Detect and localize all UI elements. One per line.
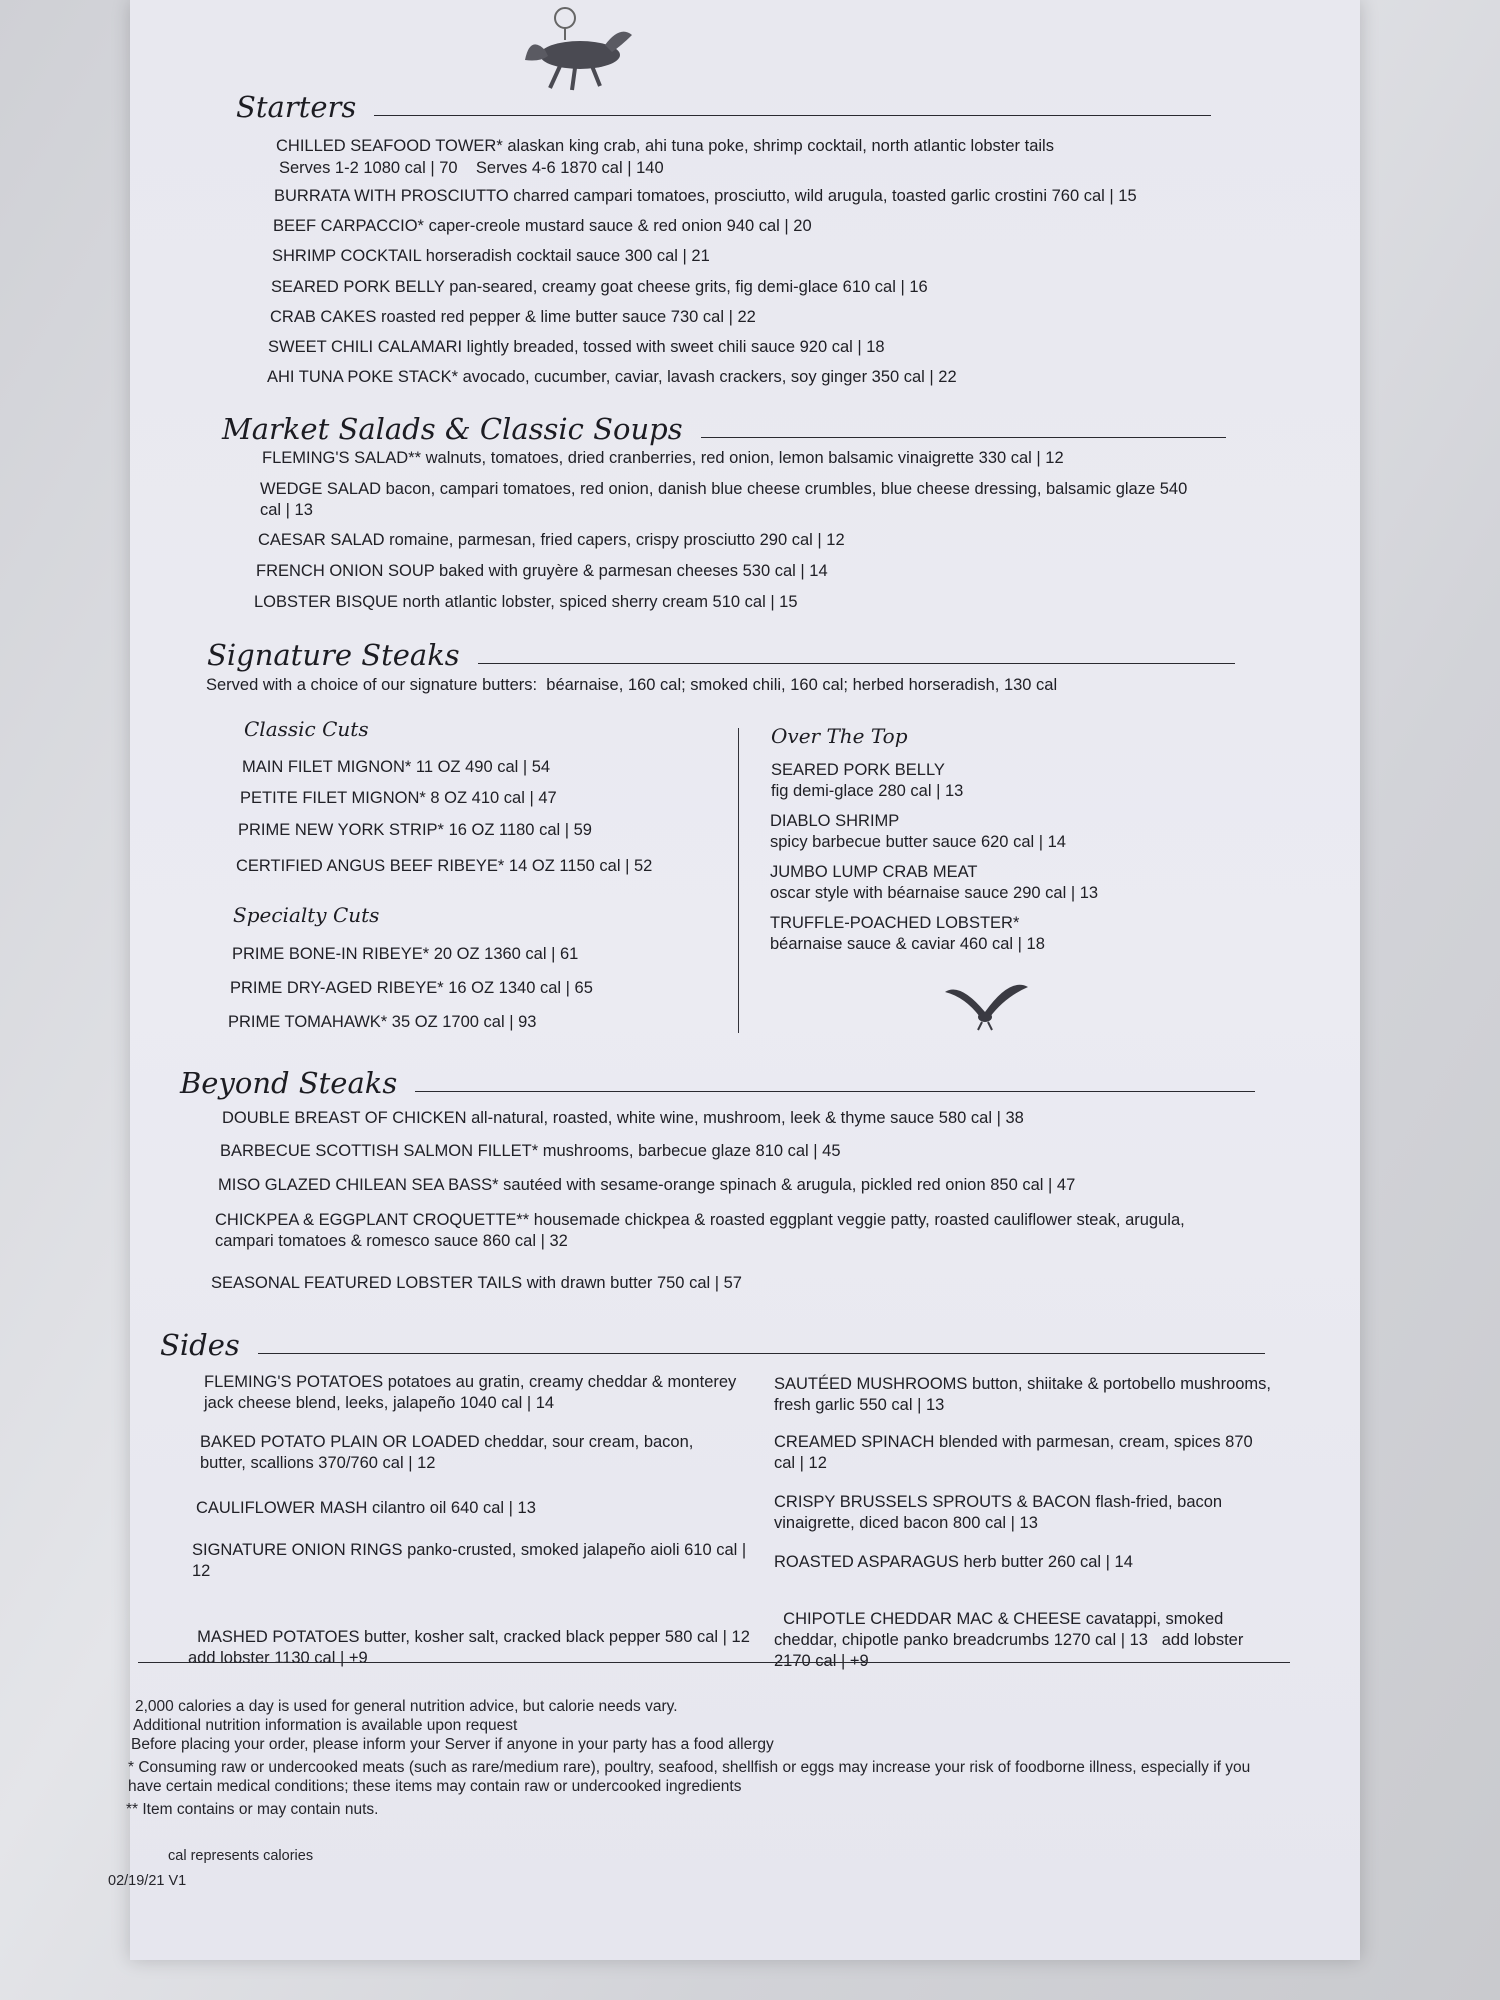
sides-header [160,1320,1265,1360]
over-the-top-heading: Over The Top [771,724,908,748]
allergy-note: Before placing your order, please inform your Server if anyone in your party has a food allergy [131,1736,774,1753]
side-item: BAKED POTATO PLAIN OR LOADED cheddar, sour cream, bacon, butter, scallions 370/760 cal | 12 [200,1433,694,1472]
salads-header [222,404,1226,444]
steak-item: PRIME TOMAHAWK* 35 OZ 1700 cal | 93 [228,1013,537,1031]
section-title: Market Salads & Classic Soups [222,412,683,446]
side-item: CREAMED SPINACH blended with parmesan, cream, spices 870 cal | 12 [774,1433,1253,1472]
menu-item: CHILLED SEAFOOD TOWER* alaskan king crab, ahi tuna poke, shrimp cocktail, north atlantic lobster tails [276,137,1054,155]
addon-item: DIABLO SHRIMP spicy barbecue butter sauce 620 cal | 14 [770,812,1066,851]
cal-note: cal represents calories [168,1848,314,1864]
addon-item: SEARED PORK BELLY fig demi-glace 280 cal | 13 [771,761,964,800]
side-item: CHIPOTLE CHEDDAR MAC & CHEESE cavatappi, smoked cheddar, chipotle panko breadcrumbs 1270 cal | 13 add lobster 2170 cal | +9 [774,1610,1248,1670]
menu-item: BARBECUE SCOTTISH SALMON FILLET* mushrooms, barbecue glaze 810 cal | 45 [220,1142,841,1160]
side-item: FLEMING'S POTATOES potatoes au gratin, creamy cheddar & monterey jack cheese blend, leeks, jalapeño 1040 cal | 14 [204,1373,737,1412]
side-item: CAULIFLOWER MASH cilantro oil 640 cal | 13 [196,1499,536,1517]
steaks-header [207,630,1235,670]
bird-ornament-icon [940,972,1030,1032]
steak-item: MAIN FILET MIGNON* 11 OZ 490 cal | 54 [242,758,551,776]
menu-item: CAESAR SALAD romaine, parmesan, fried capers, crispy prosciutto 290 cal | 12 [258,531,845,549]
menu-item: AHI TUNA POKE STACK* avocado, cucumber, caviar, lavash crackers, soy ginger 350 cal | 22 [267,368,957,386]
menu-item-serving: Serves 1-2 1080 cal | 70 Serves 4-6 1870 cal | 140 [279,159,664,177]
menu-item: LOBSTER BISQUE north atlantic lobster, spiced sherry cream 510 cal | 15 [254,593,798,611]
beyond-steaks-header [180,1058,1255,1098]
side-item: SAUTÉED MUSHROOMS button, shiitake & portobello mushrooms, fresh garlic 550 cal | 13 [774,1375,1272,1414]
menu-item: FRENCH ONION SOUP baked with gruyère & parmesan cheeses 530 cal | 14 [256,562,828,580]
addon-item: JUMBO LUMP CRAB MEAT oscar style with béarnaise sauce 290 cal | 13 [770,863,1099,902]
section-title: Beyond Steaks [180,1066,398,1100]
version-label: 02/19/21 V1 [108,1873,187,1889]
addon-item: TRUFFLE-POACHED LOBSTER* béarnaise sauce & caviar 460 cal | 18 [770,914,1045,953]
divider [374,115,1211,116]
menu-item: MISO GLAZED CHILEAN SEA BASS* sautéed with sesame-orange spinach & arugula, pickled red onion 850 cal | 47 [218,1176,1076,1194]
menu-item: BURRATA WITH PROSCIUTTO charred campari tomatoes, prosciutto, wild arugula, toasted garlic crostini 760 cal | 15 [274,187,1137,205]
section-title: Signature Steaks [207,638,460,672]
divider [415,1091,1255,1092]
footer-divider [138,1662,1290,1663]
steaks-note: Served with a choice of our signature butters: béarnaise, 160 cal; smoked chili, 160 cal; herbed horseradish, 130 cal [206,676,1058,694]
side-item: CRISPY BRUSSELS SPROUTS & BACON flash-fried, bacon vinaigrette, diced bacon 800 cal | 13 [774,1493,1223,1532]
column-divider [738,728,739,1033]
steak-item: CERTIFIED ANGUS BEEF RIBEYE* 14 OZ 1150 cal | 52 [236,857,653,875]
menu-item: FLEMING'S SALAD** walnuts, tomatoes, dried cranberries, red onion, lemon balsamic vinaigrette 330 cal | 12 [262,449,1064,467]
section-title: Sides [160,1328,240,1362]
menu-item: SWEET CHILI CALAMARI lightly breaded, tossed with sweet chili sauce 920 cal | 18 [268,338,885,356]
menu-item: WEDGE SALAD bacon, campari tomatoes, red onion, danish blue cheese crumbles, blue cheese dressing, balsamic glaze 540 cal | 13 [260,480,1188,519]
side-item: SIGNATURE ONION RINGS panko-crusted, smoked jalapeño aioli 610 cal | 12 [192,1541,747,1580]
menu-item: CRAB CAKES roasted red pepper & lime butter sauce 730 cal | 22 [270,308,756,326]
steak-item: PRIME NEW YORK STRIP* 16 OZ 1180 cal | 59 [238,821,592,839]
classic-cuts-heading: Classic Cuts [244,717,369,741]
divider [478,663,1235,664]
consumer-advisory: * Consuming raw or undercooked meats (such as rare/medium rare), poultry, seafood, shellfish or eggs may increase your risk of foodborne illness, especially if you have certain medical conditions; these items may contain raw or undercooked ingredients [128,1759,1251,1795]
menu-item: SEARED PORK BELLY pan-seared, creamy goat cheese grits, fig demi-glace 610 cal | 16 [271,278,928,296]
menu-item: SHRIMP COCKTAIL horseradish cocktail sauce 300 cal | 21 [272,247,710,265]
menu-item: SEASONAL FEATURED LOBSTER TAILS with drawn butter 750 cal | 57 [211,1274,742,1292]
section-title: Starters [236,90,357,124]
steak-item: PRIME BONE-IN RIBEYE* 20 OZ 1360 cal | 61 [232,945,579,963]
steak-item: PETITE FILET MIGNON* 8 OZ 410 cal | 47 [240,789,557,807]
menu-item: BEEF CARPACCIO* caper-creole mustard sauce & red onion 940 cal | 20 [273,217,812,235]
specialty-cuts-heading: Specialty Cuts [233,903,380,927]
side-item: MASHED POTATOES butter, kosher salt, cracked black pepper 580 cal | 12 add lobster 1130 cal | +9 [188,1628,764,1667]
side-item: ROASTED ASPARAGUS herb butter 260 cal | 14 [774,1553,1133,1571]
nutrition-note: Additional nutrition information is available upon request [133,1717,518,1734]
nutrition-note: 2,000 calories a day is used for general nutrition advice, but calorie needs vary. [135,1698,678,1715]
logo-icon [520,0,640,95]
starters-header [236,82,1211,122]
divider [701,437,1226,438]
nut-note: ** Item contains or may contain nuts. [126,1801,379,1818]
menu-item: CHICKPEA & EGGPLANT CROQUETTE** housemade chickpea & roasted eggplant veggie patty, roasted cauliflower steak, arugula, campari tomatoes & romesco sauce 860 cal | 32 [215,1211,1185,1250]
divider [258,1353,1265,1354]
steak-item: PRIME DRY-AGED RIBEYE* 16 OZ 1340 cal | 65 [230,979,593,997]
menu-item: DOUBLE BREAST OF CHICKEN all-natural, roasted, white wine, mushroom, leek & thyme sauce 580 cal | 38 [222,1109,1024,1127]
